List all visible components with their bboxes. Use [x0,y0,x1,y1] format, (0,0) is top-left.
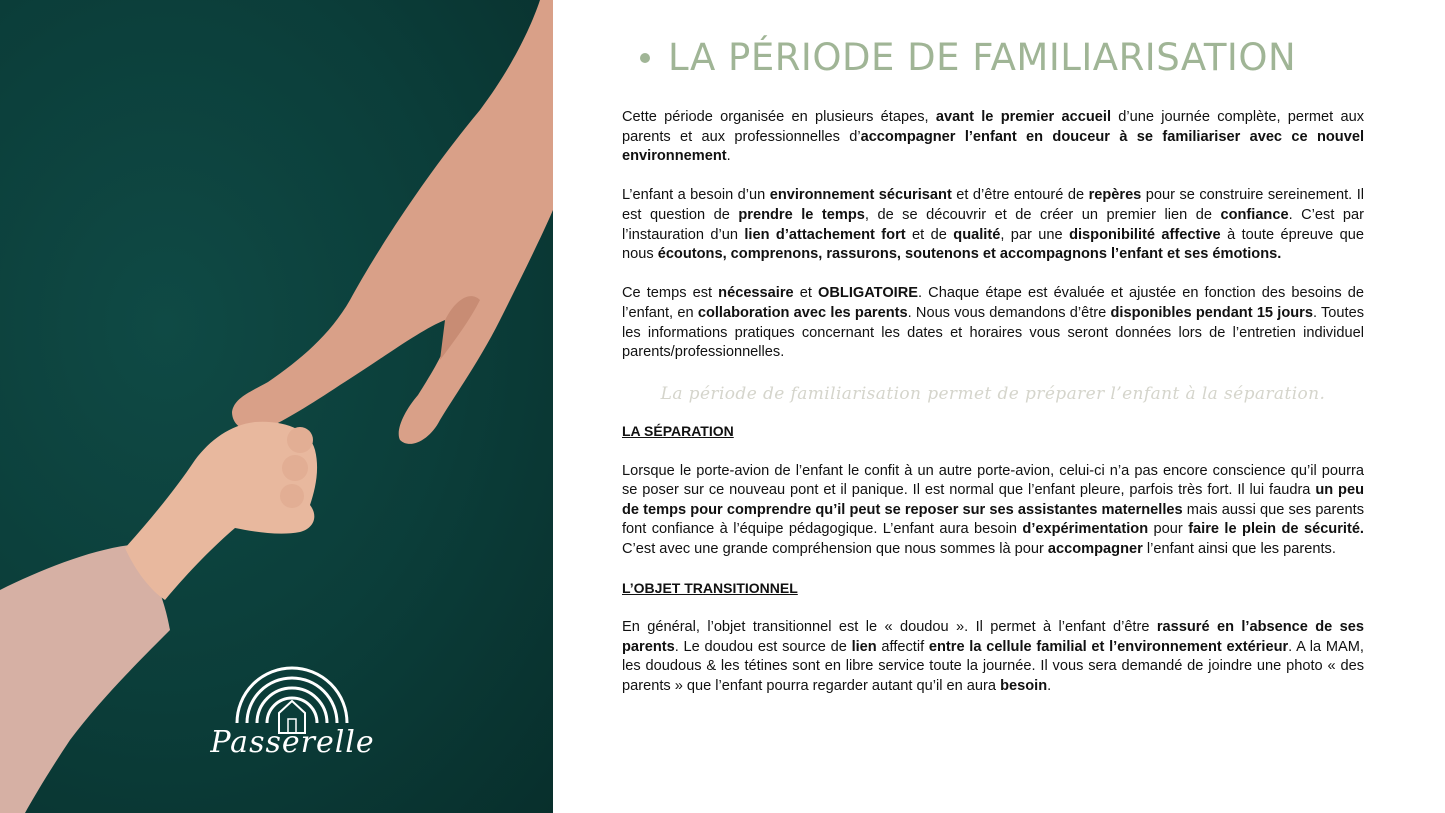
section-heading-separation: LA SÉPARATION [622,423,734,440]
highlight-quote: La période de familiarisation permet de préparer l’enfant à la séparation. [660,383,1326,404]
paragraph-needs: L’enfant a besoin d’un environnement sécurisant et d’être entouré de repères pour se construire sereinement. Il est question de prendre le temps, de se découvrir et de créer un premier lien de confiance. C’est par l’instauration d’un lien d’attachement fort et de qualité, par une disponibilité affective à toute épreuve que nous écoutons, comprenons, rassurons, soutenons et accompagnons l’enfant et ses émotions. [622,187,1365,263]
child-finger [282,455,308,481]
paragraph-intro: Cette période organisée en plusieurs étapes, avant le premier accueil d’une journée complète, permet aux parents et aux professionnelles d’accompagner l’enfant en douceur à se familiariser avec ce nouvel environnement. [622,109,1365,165]
main-content [622,30,1364,697]
child-hand [125,422,317,600]
title-row [640,30,1364,86]
paragraph-separation: Lorsque le porte-avion de l’enfant le confit à un autre porte-avion, celui-ci n’a pas encore conscience qu’il pourra se poser sur ce nouveau pont et il panique. Il est normal que l’enfant pleure, parfois très fort. Il lui faudra un peu de temps pour comprendre qu’il peut se reposer sur ses assistantes maternelles mais aussi que ses parents font confiance à l’équipe pédagogique. L’enfant aura besoin d’expérimentation pour faire le plein de sécurité. C’est avec une grande compréhension que nous sommes là pour accompagner l’enfant ainsi que les parents. [622,462,1364,557]
passerelle-logo [205,655,380,765]
section-heading-objet: L’OBJET TRANSITIONNEL [622,580,798,597]
rainbow-house-icon [205,655,380,735]
adult-hand [232,0,553,444]
title-bullet [640,53,650,63]
page-title: LA PÉRIODE DE FAMILIARISATION [668,36,1297,80]
child-finger [280,484,304,508]
paragraph-objet: En général, l’objet transitionnel est le « doudou ». Il permet à l’enfant d’être rassuré en l’absence de ses parents. Le doudou est source de lien affectif entre la cellule familial et l’environnement extérieur. A la MAM, les doudous & les tétines sont en libre service toute la journée. Il vous sera demandé de joindre une photo « des parents » que l’enfant pourra regarder autant qu’il en aura besoin. [622,619,1365,695]
logo-name: Passerelle [210,725,375,760]
child-sleeve [0,545,170,813]
child-finger [287,427,313,453]
paragraph-mandatory: Ce temps est nécessaire et OBLIGATOIRE. Chaque étape est évaluée et ajustée en fonction des besoins de l’enfant, en collaboration avec les parents. Nous vous demandons d’être disponibles pendant 15 jours. Toutes les informations pratiques concernant les dates et horaires vous seront données lors de l’entretien individuel parents/professionnelles. [622,285,1365,361]
photo-panel [0,0,553,813]
